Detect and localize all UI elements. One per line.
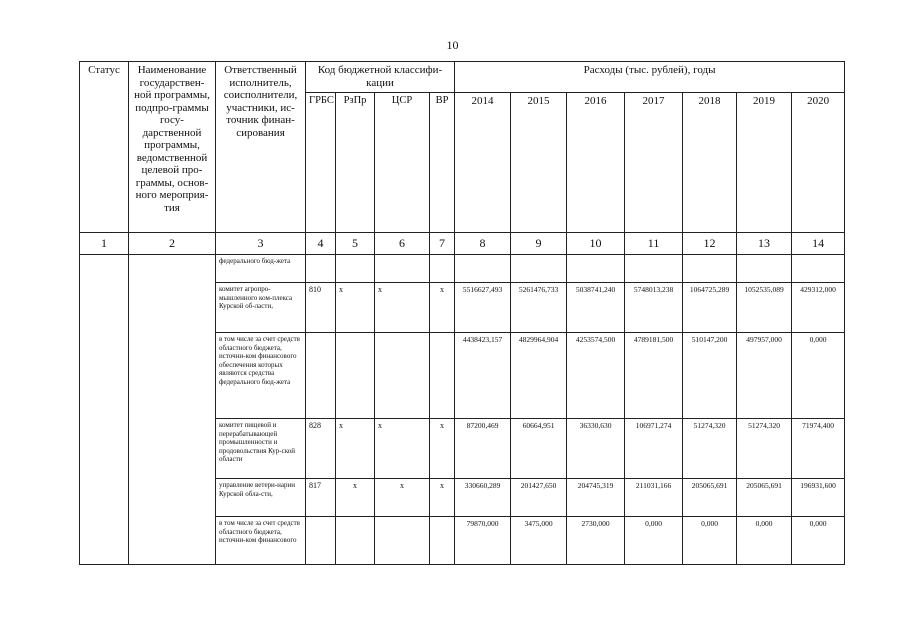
row-rzpr: х <box>336 283 375 333</box>
row-value-2015: 60664,951 <box>511 419 567 479</box>
row-value-2018: 51274,320 <box>683 419 737 479</box>
row-value-2014: 5516627,493 <box>455 283 511 333</box>
column-number: 5 <box>336 233 375 255</box>
column-number-row <box>80 233 845 255</box>
header-year-2020: 2020 <box>792 93 845 233</box>
row-value-2018: 205065,691 <box>683 479 737 517</box>
row-value-2017: 106971,274 <box>625 419 683 479</box>
row-csr <box>375 517 430 565</box>
header-code-group: Код бюджетной классифи-кации <box>306 62 455 93</box>
row-vr <box>430 517 455 565</box>
row-value-2020: 196931,600 <box>792 479 845 517</box>
column-number: 4 <box>306 233 336 255</box>
row-value-2019: 497957,000 <box>737 333 792 419</box>
row-value-2015: 5261476,733 <box>511 283 567 333</box>
header-name: Наименование государствен-ной программы, подпро-граммы госу-дарственной программы, ведомственной целевой про-граммы, основ-ного мероприя-тия <box>129 62 216 233</box>
row-value-2014: 330660,289 <box>455 479 511 517</box>
row-rzpr: х <box>336 479 375 517</box>
header-year-2014: 2014 <box>455 93 511 233</box>
row-rzpr <box>336 255 375 283</box>
row-rzpr <box>336 517 375 565</box>
row-value-2016 <box>567 255 625 283</box>
row-csr: х <box>375 479 430 517</box>
row-value-2020 <box>792 255 845 283</box>
column-number: 2 <box>129 233 216 255</box>
row-label: управление ветери-нарии Курской обла-сти, <box>216 479 306 517</box>
row-value-2019: 1052535,089 <box>737 283 792 333</box>
row-rzpr: х <box>336 419 375 479</box>
row-csr <box>375 333 430 419</box>
row-value-2019 <box>737 255 792 283</box>
column-number: 9 <box>511 233 567 255</box>
column-number: 6 <box>375 233 430 255</box>
row-label: в том числе за счет средств областного бюджета, источни-ком финансового <box>216 517 306 565</box>
row-value-2017: 4789181,500 <box>625 333 683 419</box>
row-value-2020: 0,000 <box>792 517 845 565</box>
header-status: Статус <box>80 62 129 233</box>
row-value-2015 <box>511 255 567 283</box>
row-csr: х <box>375 283 430 333</box>
row-value-2017: 0,000 <box>625 517 683 565</box>
row-value-2016: 204745,319 <box>567 479 625 517</box>
row-vr: х <box>430 419 455 479</box>
header-code-csr: ЦСР <box>375 93 430 233</box>
row-value-2020: 429312,000 <box>792 283 845 333</box>
row-value-2014: 4438423,157 <box>455 333 511 419</box>
column-number: 1 <box>80 233 129 255</box>
header-expenses-group: Расходы (тыс. рублей), годы <box>455 62 845 93</box>
row-value-2019: 0,000 <box>737 517 792 565</box>
row-grbs: 817 <box>306 479 336 517</box>
header-code-grbs: ГРБС <box>306 93 336 233</box>
status-cell <box>80 255 129 565</box>
column-number: 11 <box>625 233 683 255</box>
row-value-2015: 4829964,904 <box>511 333 567 419</box>
row-label: федерального бюд-жета <box>216 255 306 283</box>
row-value-2019: 205065,691 <box>737 479 792 517</box>
row-grbs <box>306 333 336 419</box>
row-value-2018: 510147,200 <box>683 333 737 419</box>
column-number: 7 <box>430 233 455 255</box>
table-row <box>80 255 845 283</box>
column-number: 12 <box>683 233 737 255</box>
row-grbs: 828 <box>306 419 336 479</box>
row-grbs <box>306 255 336 283</box>
row-value-2018 <box>683 255 737 283</box>
column-number: 8 <box>455 233 511 255</box>
row-vr <box>430 333 455 419</box>
header-year-2016: 2016 <box>567 93 625 233</box>
row-value-2015: 201427,650 <box>511 479 567 517</box>
row-value-2016: 36330,630 <box>567 419 625 479</box>
row-value-2016: 2730,000 <box>567 517 625 565</box>
row-value-2017: 5748013,238 <box>625 283 683 333</box>
header-code-rzpr: РзПр <box>336 93 375 233</box>
header-responsible: Ответственный исполнитель, соисполнители, участники, ис-точник финан-сирования <box>216 62 306 233</box>
page-number: 10 <box>446 38 459 52</box>
row-label: комитет пищевой и перерабатывающей промышленности и продовольствия Кур-ской области <box>216 419 306 479</box>
column-number: 10 <box>567 233 625 255</box>
row-grbs <box>306 517 336 565</box>
column-number: 13 <box>737 233 792 255</box>
row-value-2020: 71974,400 <box>792 419 845 479</box>
row-vr: х <box>430 283 455 333</box>
header-year-2018: 2018 <box>683 93 737 233</box>
column-number: 3 <box>216 233 306 255</box>
row-value-2018: 1064725,289 <box>683 283 737 333</box>
row-rzpr <box>336 333 375 419</box>
row-value-2018: 0,000 <box>683 517 737 565</box>
budget-table <box>79 61 845 565</box>
row-value-2016: 4253574,500 <box>567 333 625 419</box>
row-csr <box>375 255 430 283</box>
header-year-2019: 2019 <box>737 93 792 233</box>
header-year-2015: 2015 <box>511 93 567 233</box>
row-value-2014 <box>455 255 511 283</box>
row-label: в том числе за счет средств областного бюджета, источни-ком финансового обеспечения которых являются средства федерального бюд-жета <box>216 333 306 419</box>
row-value-2017: 211031,166 <box>625 479 683 517</box>
header-code-vr: ВР <box>430 93 455 233</box>
row-value-2020: 0,000 <box>792 333 845 419</box>
column-number: 14 <box>792 233 845 255</box>
row-value-2014: 79870,000 <box>455 517 511 565</box>
row-value-2017 <box>625 255 683 283</box>
program-name-cell <box>129 255 216 565</box>
row-value-2015: 3475,000 <box>511 517 567 565</box>
row-value-2016: 5038741,240 <box>567 283 625 333</box>
row-grbs: 810 <box>306 283 336 333</box>
row-value-2014: 87200,469 <box>455 419 511 479</box>
row-vr <box>430 255 455 283</box>
header-year-2017: 2017 <box>625 93 683 233</box>
row-label: комитет агропро-мышленного ком-плекса Курской об-ласти, <box>216 283 306 333</box>
row-value-2019: 51274,320 <box>737 419 792 479</box>
row-vr: х <box>430 479 455 517</box>
row-csr: х <box>375 419 430 479</box>
